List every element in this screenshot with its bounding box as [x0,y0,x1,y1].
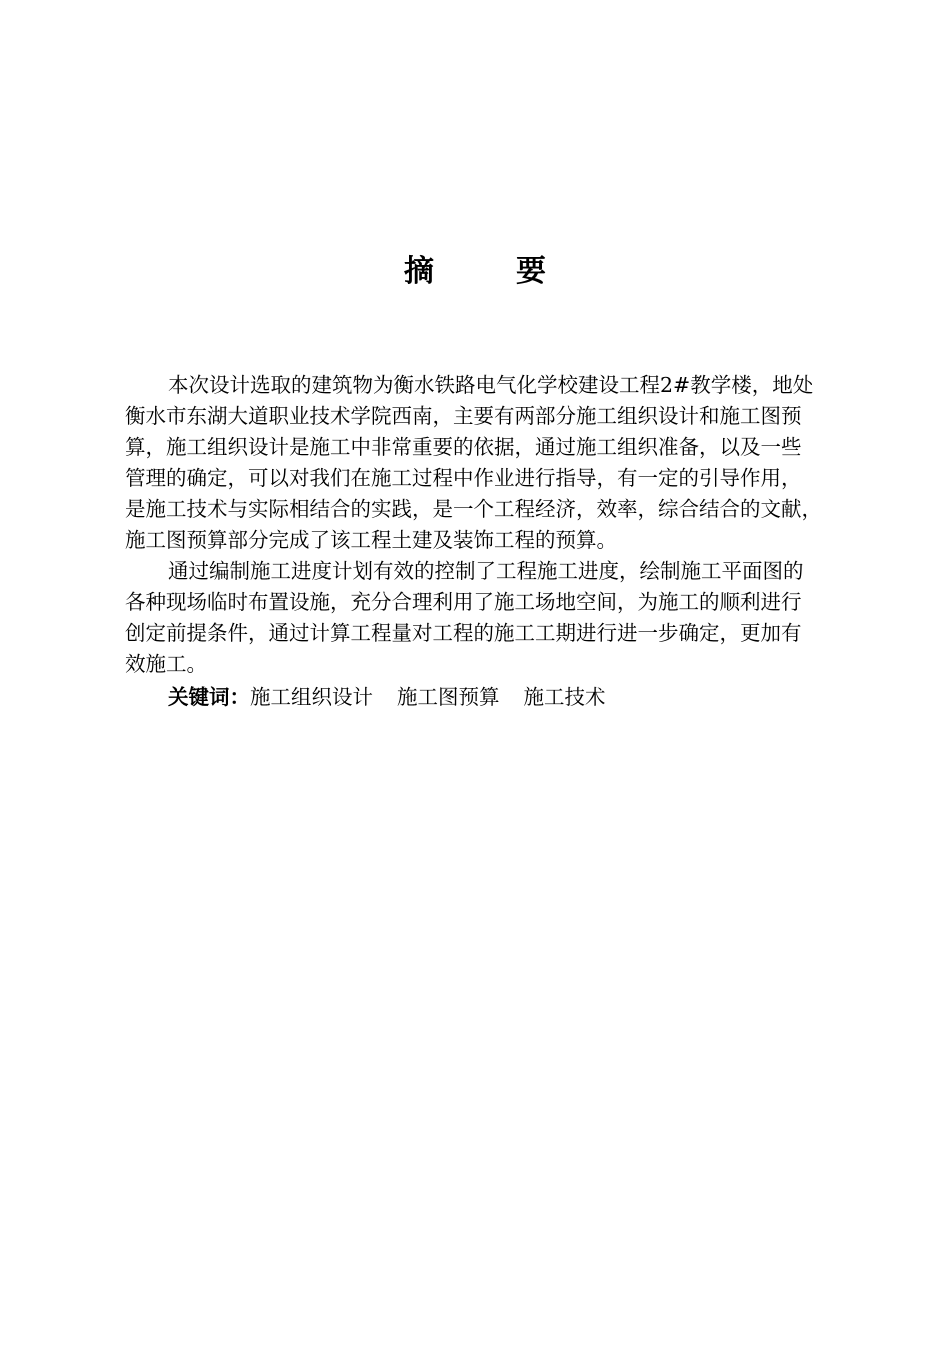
keyword-item: 施工组织设计 [250,685,373,709]
abstract-body [125,370,865,713]
paragraph-1 [125,370,865,556]
keyword-item: 施工技术 [523,685,606,709]
paragraph-line: 通过编制施工进度计划有效的控制了工程施工进度，绘制施工平面图的 [168,559,804,583]
keywords-label: 关键词： [168,685,250,709]
paragraph-line: 效施工。 [125,652,207,676]
paragraph-line: 本次设计选取的建筑物为衡水铁路电气化学校建设工程2#教学楼，地处 [168,373,814,397]
keywords-line [125,682,865,713]
paragraph-2 [125,556,865,680]
paragraph-line: 算，施工组织设计是施工中非常重要的依据，通过施工组织准备，以及一些 [125,435,802,459]
title-char-2: 要 [516,254,546,289]
keyword-item: 施工图预算 [397,685,500,709]
paragraph-line: 创定前提条件，通过计算工程量对工程的施工工期进行进一步确定，更加有 [125,621,802,645]
paragraph-line: 是施工技术与实际相结合的实践，是一个工程经济，效率，综合结合的文献， [125,497,822,521]
title-char-1: 摘 [404,254,434,289]
paragraph-line: 衡水市东湖大道职业技术学院西南，主要有两部分施工组织设计和施工图预 [125,404,802,428]
abstract-title [0,246,950,290]
paragraph-line: 管理的确定，可以对我们在施工过程中作业进行指导，有一定的引导作用， [125,466,802,490]
paragraph-line: 施工图预算部分完成了该工程土建及装饰工程的预算。 [125,528,617,552]
paragraph-line: 各种现场临时布置设施，充分合理利用了施工场地空间，为施工的顺利进行 [125,590,802,614]
